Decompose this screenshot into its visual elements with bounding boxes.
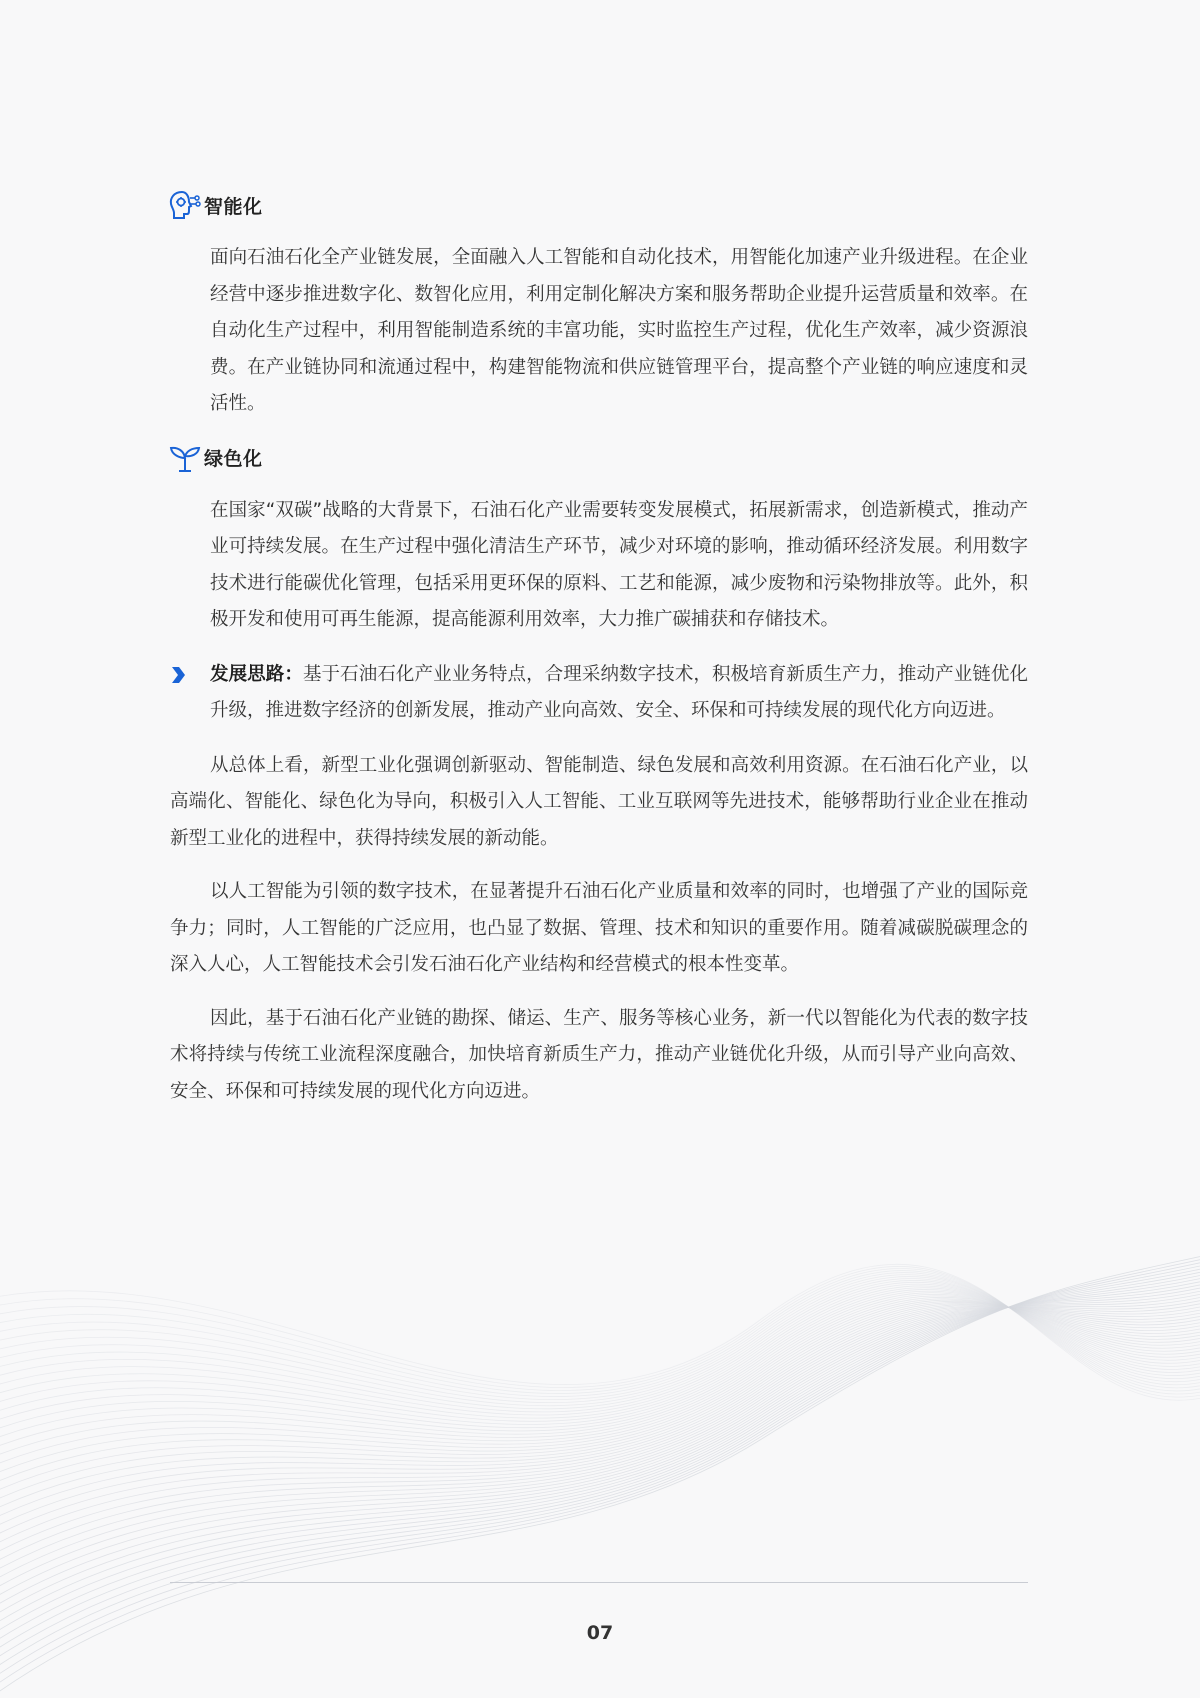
development-idea-block [210,657,1028,730]
section-intelligent [170,190,1028,423]
background-wave-line [0,1291,1200,1428]
section-paragraph: 在国家“双碳”战略的大背景下，石油石化产业需要转变发展模式，拓展新需求，创造新模式，推动产业可持续发展。在生产过程中强化清洁生产环节，减少对环境的影响，推动循环经济发展。利用数字技术进行能碳优化管理，包括采用更环保的原料、工艺和能源，减少废物和污染物排放等。此外，积极开发和使用可再生能源，提高能源利用效率，大力推广碳捕获和存储技术。 [210,499,1028,630]
section-title: 绿色化 [204,448,263,470]
section-heading [170,190,1028,220]
body-paragraph: 因此，基于石油石化产业链的勘探、储运、生产、服务等核心业务，新一代以智能化为代表的数字技术将持续与传统工业流程深度融合，加快培育新质生产力，推动产业链优化升级，从而引导产业向高效、安全、环保和可持续发展的现代化方向迈进。 [170,1007,1028,1102]
background-wave-line [0,1296,1200,1453]
development-lead: 发展思路： [210,663,303,685]
body-paragraph: 从总体上看，新型工业化强调创新驱动、智能制造、绿色发展和高效利用资源。在石油石化产业，以高端化、智能化、绿色化为导向，积极引入人工智能、工业互联网等先进技术，能够帮助行业企业在推动新型工业化的进程中，获得持续发展的新动能。 [170,754,1028,849]
background-wave-line [0,1280,1200,1408]
background-wave-line [0,1262,1200,1669]
background-wave-line [0,1277,1200,1403]
background-wave-line [0,1273,1200,1397]
page-content [170,190,1028,1127]
section-green [170,443,1028,639]
development-text: 基于石油石化产业业务特点，合理采纳数字技术，积极培育新质生产力，推动产业链优化升级，推进数字经济的创新发展，推动产业向高效、安全、环保和可持续发展的现代化方向迈进。 [210,663,1028,721]
body-paragraph: 以人工智能为引领的数字技术，在显著提升石油石化产业质量和效率的同时，也增强了产业的国际竞争力；同时，人工智能的广泛应用，也凸显了数据、管理、技术和知识的重要作用。随着减碳脱碳理念的深入人心，人工智能技术会引发石油石化产业结构和经营模式的根本性变革。 [170,881,1028,975]
background-wave-line [0,1275,1200,1400]
footer-divider [170,1582,1028,1583]
background-wave-line [0,1303,1200,1552]
chevron-right-icon [170,666,186,684]
page-number: 07 [586,1622,614,1644]
background-wave-line [0,1264,1200,1400]
background-wave-line [0,1278,1200,1624]
background-wave-line [0,1299,1200,1471]
background-wave-line [0,1305,1200,1525]
background-wave-line [0,1272,1200,1642]
development-paragraph [210,657,1028,730]
background-wave-line [0,1266,1200,1397]
background-wave-line [0,1306,1200,1534]
section-heading [170,443,1028,473]
background-wave-line [0,1266,1200,1660]
background-wave-line [0,1302,1200,1498]
sprout-icon [168,442,204,474]
section-title: 智能化 [204,195,263,218]
section-paragraph: 面向石油石化全产业链发展，全面融入人工智能和自动化技术，用智能化加速产业升级进程。在企业经营中逐步推进数字化、数智化应用，利用定制化解决方案和服务帮助企业提升运营质量和效率。在自动化生产过程中，利用智能制造系统的丰富功能，实时监控生产过程，优化生产效率，减少资源浪费。在产业链协同和流通过程中，构建智能物流和供应链管理平台，提高整个产业链的响应速度和灵活性。 [210,247,1028,414]
ai-head-icon [168,189,204,221]
